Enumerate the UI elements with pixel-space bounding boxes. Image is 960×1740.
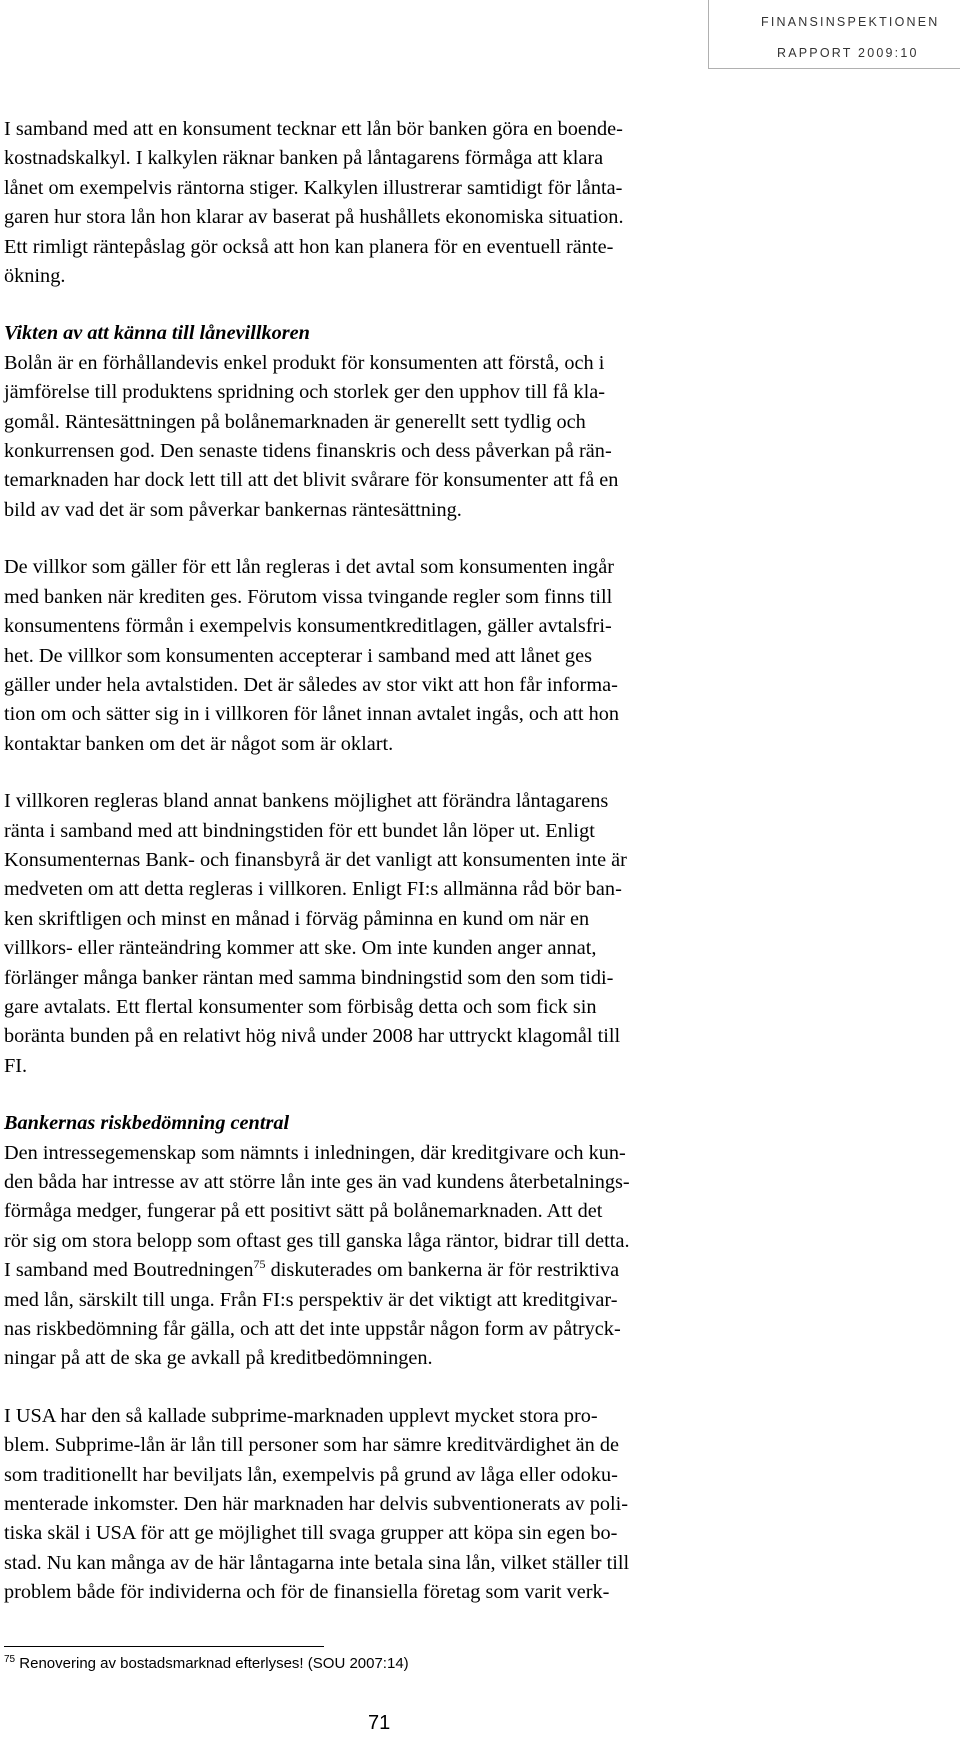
text-line: ränta i samband med att bindningstiden för ett bundet lån löper ut. Enligt xyxy=(4,819,595,842)
text-line: konkurrensen god. Den senaste tidens finanskris och dess påverkan på rän- xyxy=(4,440,612,463)
text-line: I USA har den så kallade subprime-marknaden upplevt mycket stora pro- xyxy=(4,1404,598,1427)
footnote-divider xyxy=(4,1646,324,1647)
footnote-mark: 75 xyxy=(4,1654,16,1665)
text-line: ken skriftligen och minst en månad i förväg påminna en kund om när en xyxy=(4,907,590,930)
text-line: blem. Subprime-lån är lån till personer som har sämre kreditvärdighet än de xyxy=(4,1434,620,1457)
text-line: villkors- eller ränteändring kommer att ske. Om inte kunden anger annat, xyxy=(4,937,597,960)
text-line: Den intressegemenskap som nämnts i inledningen, där kreditgivare och kun- xyxy=(4,1141,626,1164)
section-heading: Vikten av att känna till lånevillkoren xyxy=(4,322,310,345)
text-line: bild av vad det är som påverkar bankernas räntesättning. xyxy=(4,498,462,521)
paragraph-3 xyxy=(4,553,756,759)
text-line: Konsumenternas Bank- och finansbyrå är det vanligt att konsumenten inte är xyxy=(4,848,627,871)
text-line: rör sig om stora belopp som oftast ges till ganska låga räntor, bidrar till detta. xyxy=(4,1229,630,1252)
text-line: med banken när krediten ges. Förutom vissa tvingande regler som finns till xyxy=(4,585,613,608)
text-line: garen hur stora lån hon klarar av baserat på hushållets ekonomiska situation. xyxy=(4,206,624,229)
text-line: problem både för individerna och för de finansiella företag som varit verk- xyxy=(4,1581,610,1604)
paragraph-6 xyxy=(4,1402,756,1608)
text-line: kontaktar banken om det är något som är oklart. xyxy=(4,732,394,755)
footnote-reference[interactable]: 75 xyxy=(253,1257,266,1272)
text-line: med lån, särskilt till unga. Från FI:s perspektiv är det viktigt att kreditgivar- xyxy=(4,1288,618,1311)
report-header xyxy=(708,0,960,69)
text-line: FI. xyxy=(4,1054,28,1077)
paragraph-1 xyxy=(4,115,756,291)
text-line: medveten om att detta regleras i villkoren. Enligt FI:s allmänna råd bör ban- xyxy=(4,878,622,901)
text-line: som traditionellt har beviljats lån, exempelvis på grund av låga eller odoku- xyxy=(4,1463,618,1486)
text-line: I samband med att en konsument tecknar ett lån bör banken göra en boende- xyxy=(4,118,623,140)
body-text xyxy=(4,115,756,1608)
text-line: lånet om exempelvis räntorna stiger. Kalkylen illustrerar samtidigt för lånta- xyxy=(4,176,623,199)
text-line: stad. Nu kan många av de här låntagarna inte betala sina lån, vilket ställer till xyxy=(4,1551,630,1574)
text-line: kostnadskalkyl. I kalkylen räknar banken på låntagarens förmåga att klara xyxy=(4,147,604,170)
footnote xyxy=(4,1655,409,1672)
text-line: ningar på att de ska ge avkall på kreditbedömningen. xyxy=(4,1347,433,1370)
text-line: gäller under hela avtalstiden. Det är således av stor vikt att hon får informa- xyxy=(4,673,618,696)
text-span: diskuterades om bankerna är för restriktiva xyxy=(265,1259,620,1282)
text-line: Ett rimligt räntepåslag gör också att hon kan planera för en eventuell ränte- xyxy=(4,235,614,258)
text-line: nas riskbedömning får gälla, och att det inte uppstår någon form av påtryck- xyxy=(4,1318,621,1341)
text-line: I villkoren regleras bland annat bankens möjlighet att förändra låntagarens xyxy=(4,790,609,813)
section-heading: Bankernas riskbedömning central xyxy=(4,1112,290,1135)
paragraph-4 xyxy=(4,787,756,1081)
text-line: förlänger många banker räntan med samma bindningstid som den som tidi- xyxy=(4,966,614,989)
text-line: gomål. Räntesättningen på bolånemarknaden är generellt sett tydlig och xyxy=(4,410,586,433)
text-line: temarknaden har dock lett till att det blivit svårare för konsumenter att få en xyxy=(4,469,619,492)
paragraph-2 xyxy=(4,349,756,525)
paragraph-5 xyxy=(4,1139,756,1374)
text-line: jämförelse till produktens spridning och storlek ger den upphov till få kla- xyxy=(4,381,605,404)
page-number: 71 xyxy=(368,1712,391,1734)
text-line: den båda har intresse av att större lån inte ges än vad kundens återbetalnings- xyxy=(4,1171,630,1193)
text-line: gare avtalats. Ett flertal konsumenter som förbisåg detta och som fick sin xyxy=(4,995,597,1018)
text-line: konsumentens förmån i exempelvis konsumentkreditlagen, gäller avtalsfri- xyxy=(4,615,612,638)
text-line: De villkor som gäller för ett lån regleras i det avtal som konsumenten ingår xyxy=(4,556,614,579)
text-line: tiska skäl i USA för att ge möjlighet till svaga grupper att köpa sin egen bo- xyxy=(4,1522,618,1545)
text-line: ökning. xyxy=(4,265,66,288)
text-line: förmåga medger, fungerar på ett positivt sätt på bolånemarknaden. Att det xyxy=(4,1200,603,1223)
footnote-text: Renovering av bostadsmarknad efterlyses! (SOU 2007:14) xyxy=(15,1655,409,1672)
text-line: boränta bunden på en relativt hög nivå under 2008 har uttryckt klagomål till xyxy=(4,1025,621,1048)
text-span: I samband med Boutredningen xyxy=(4,1259,254,1282)
text-line: Bolån är en förhållandevis enkel produkt för konsumenten att förstå, och i xyxy=(4,351,605,374)
header-org: FINANSINSPEKTIONEN xyxy=(761,15,940,29)
text-line xyxy=(4,1256,756,1285)
header-report: RAPPORT 2009:10 xyxy=(777,46,919,60)
text-line: menterade inkomster. Den här marknaden har delvis subventionerats av poli- xyxy=(4,1493,629,1516)
text-line: het. De villkor som konsumenten accepterar i samband med att lånet ges xyxy=(4,644,592,667)
text-line: tion om och sätter sig in i villkoren för lånet innan avtalet ingås, och att hon xyxy=(4,703,620,726)
